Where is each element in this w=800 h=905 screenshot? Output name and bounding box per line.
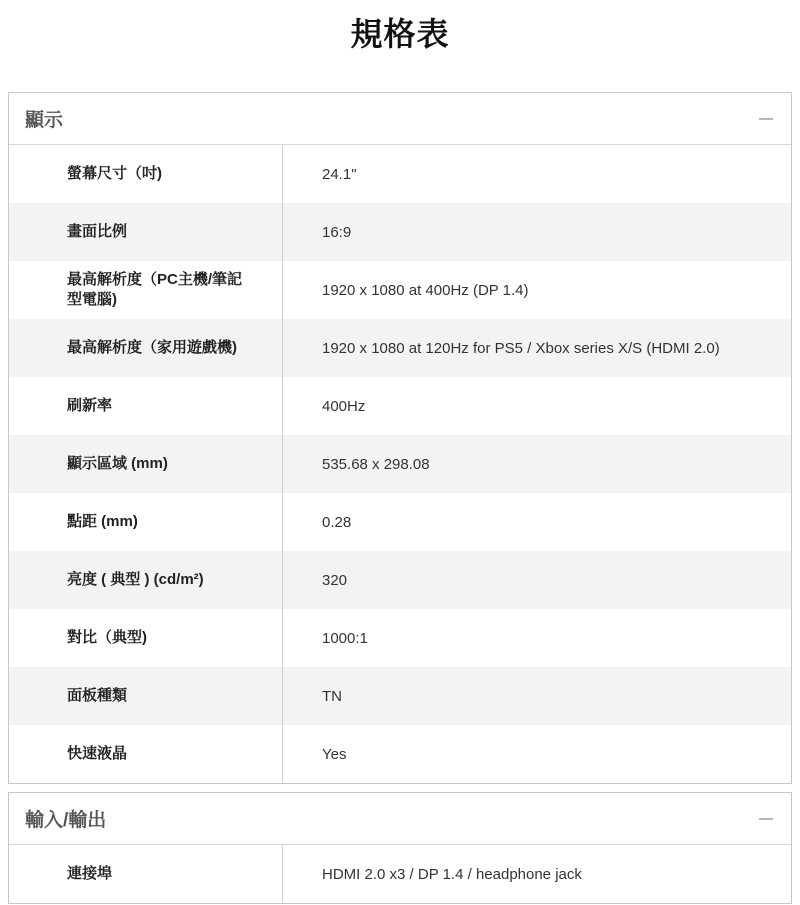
spec-row: [9, 609, 791, 667]
spec-value: HDMI 2.0 x3 / DP 1.4 / headphone jack: [322, 865, 582, 883]
spec-label: 刷新率: [9, 377, 283, 435]
spec-value: TN: [322, 687, 342, 705]
spec-label: 亮度 ( 典型 ) (cd/m²): [9, 551, 283, 609]
spec-row: [9, 203, 791, 261]
spec-label: 對比（典型): [9, 609, 283, 667]
spec-label: 最高解析度（PC主機/筆記型電腦): [9, 261, 283, 319]
spec-value: 400Hz: [322, 397, 366, 415]
spec-label: 顯示區域 (mm): [9, 435, 283, 493]
section-header-display[interactable]: [9, 93, 791, 145]
spec-row: [9, 845, 791, 903]
spec-row: [9, 261, 791, 319]
spec-section-display: [8, 92, 792, 784]
spec-row: [9, 319, 791, 377]
section-title: 輸入/輸出: [25, 810, 107, 831]
spec-row: [9, 435, 791, 493]
spec-row: [9, 493, 791, 551]
spec-value: 320: [322, 571, 348, 589]
spec-label: 最高解析度（家用遊戲機): [9, 319, 283, 377]
spec-section-io: [8, 792, 792, 904]
spec-label: 面板種類: [9, 667, 283, 725]
spec-value: 16:9: [322, 223, 352, 241]
spec-value: Yes: [322, 745, 347, 763]
spec-label: 螢幕尺寸（吋): [9, 145, 283, 203]
section-title: 顯示: [25, 110, 64, 131]
spec-label: 畫面比例: [9, 203, 283, 261]
minus-icon[interactable]: [759, 118, 773, 120]
minus-icon[interactable]: [759, 818, 773, 820]
spec-row: [9, 145, 791, 203]
spec-value: 1920 x 1080 at 400Hz (DP 1.4): [322, 281, 529, 299]
spec-row: [9, 551, 791, 609]
spec-row: [9, 725, 791, 783]
spec-value: 535.68 x 298.08: [322, 455, 430, 473]
spec-value: 1920 x 1080 at 120Hz for PS5 / Xbox series X/S (HDMI 2.0): [322, 339, 720, 357]
section-header-io[interactable]: [9, 793, 791, 845]
spec-row: [9, 667, 791, 725]
spec-value: 24.1": [322, 165, 357, 183]
page-title: 規格表: [350, 16, 450, 52]
spec-value: 1000:1: [322, 629, 368, 647]
spec-label: 連接埠: [9, 845, 283, 903]
spec-value: 0.28: [322, 513, 352, 531]
spec-label: 快速液晶: [9, 725, 283, 783]
spec-row: [9, 377, 791, 435]
spec-label: 點距 (mm): [9, 493, 283, 551]
